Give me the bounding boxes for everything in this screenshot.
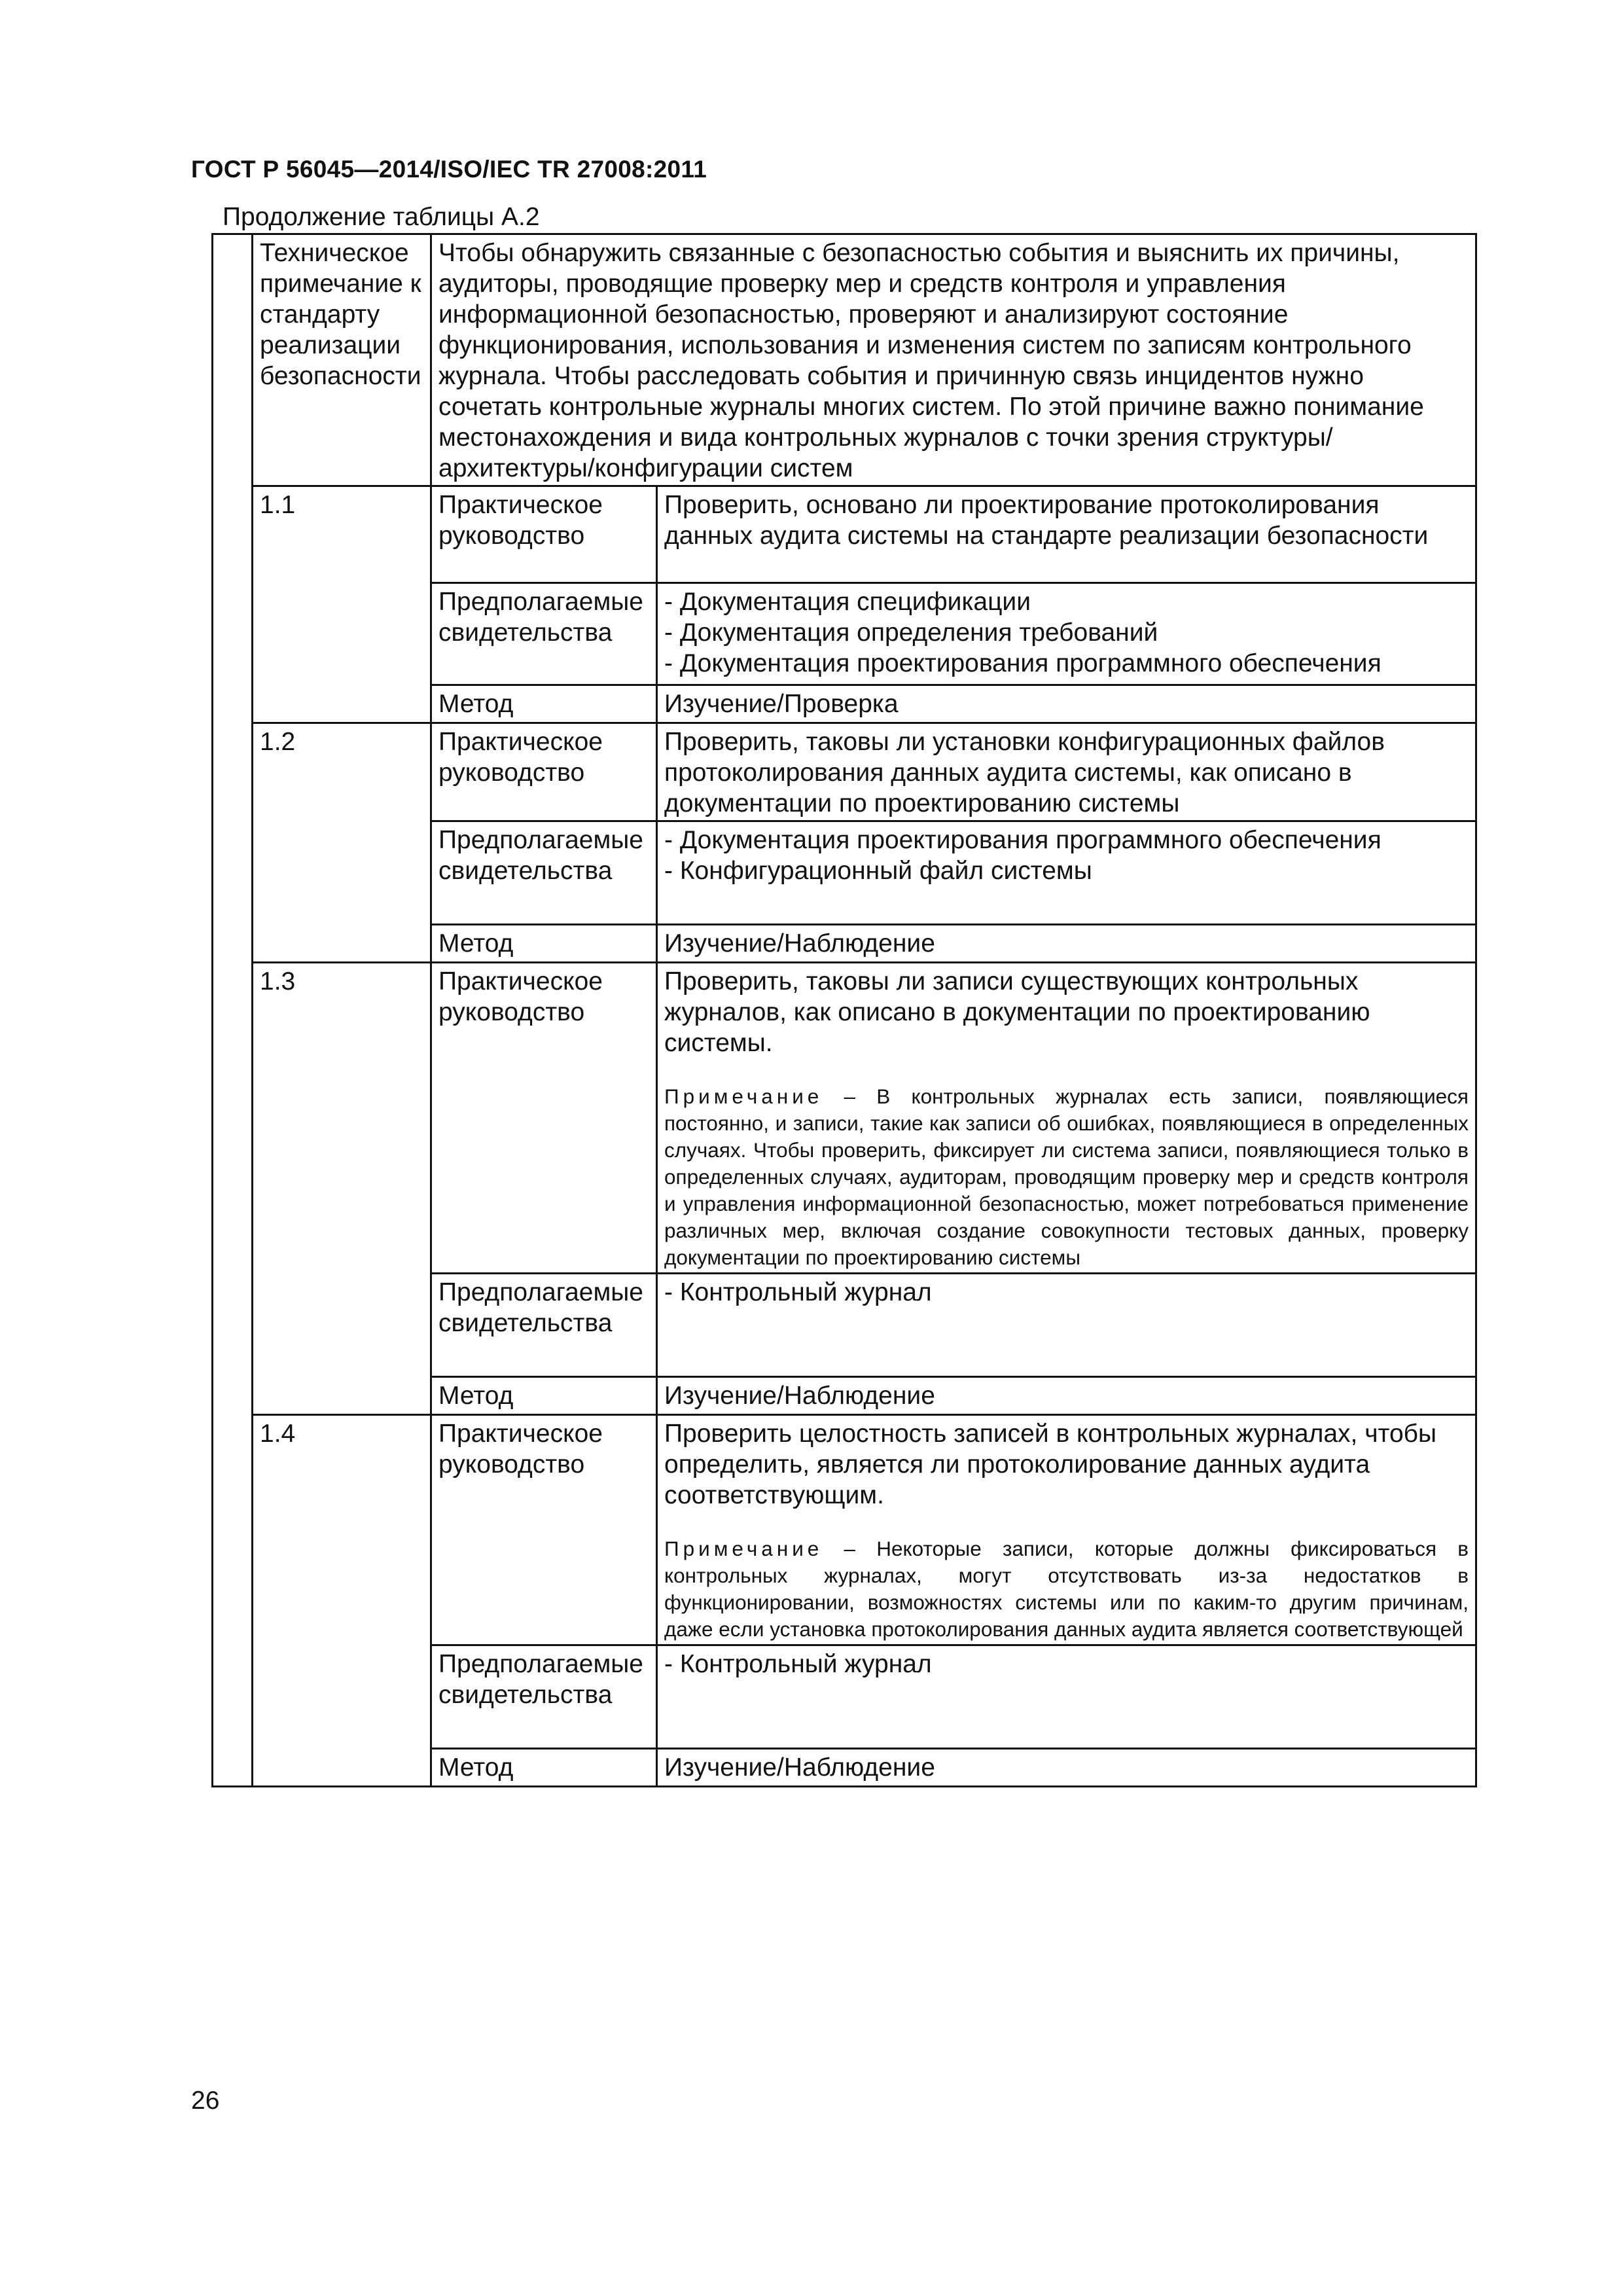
item-number: 1.3	[253, 963, 431, 1415]
note-text: – В контрольных журналах есть записи, появляющиеся постоянно, и записи, такие как записи об ошибках, появляющиеся в определенных случаях. Чтобы проверить, фиксирует ли система записи, появляющиеся только в определенных случаях, аудиторам, проводящим проверку мер и средств контроля и управления информационной безопасностью, может потребоваться применение различных мер, включая создание совокупности тестовых данных, проверку документации по проектированию системы	[664, 1085, 1469, 1269]
evidence-item: - Документация проектирования программного обеспечения	[664, 649, 1382, 677]
page-number: 26	[191, 2087, 220, 2115]
method-text: Изучение/Проверка	[657, 685, 1476, 723]
row-label-method: Метод	[431, 1749, 657, 1787]
row-label-guidance: Практическое руководство	[431, 1415, 657, 1645]
intro-text: Чтобы обнаружить связанные с безопасностью события и выяснить их причины, аудиторы, проводящие проверку мер и средств контроля и управления информационной безопасностью, проверяют и анализируют состояние функционирования, использования и изменения систем по записям контрольного журнала. Чтобы расследовать события и причинную связь инцидентов нужно сочетать контрольные журналы многих систем. По этой причине важно понимание местонахождения и вида контрольных журналов с точки зрения структуры/архитектуры/конфигурации систем	[431, 234, 1476, 486]
guidance-cell	[657, 1415, 1476, 1645]
row-label-evidence: Предполагаемые свидетельства	[431, 821, 657, 925]
document-header: ГОСТ Р 56045—2014/ISO/IEC TR 27008:2011	[191, 156, 707, 183]
table-row	[213, 723, 1476, 821]
item-number: 1.2	[253, 723, 431, 963]
method-text: Изучение/Наблюдение	[657, 925, 1476, 963]
note	[664, 1083, 1469, 1271]
row-label-guidance: Практическое руководство	[431, 963, 657, 1274]
evidence-list	[657, 583, 1476, 685]
method-text: Изучение/Наблюдение	[657, 1749, 1476, 1787]
item-number: 1.4	[253, 1415, 431, 1787]
evidence-item: - Контрольный журнал	[664, 1278, 932, 1306]
evidence-list	[657, 1274, 1476, 1377]
intro-row	[213, 234, 1476, 486]
guidance-text: Проверить, таковы ли установки конфигурационных файлов протоколирования данных аудита системы, как описано в документации по проектированию системы	[657, 723, 1476, 821]
guidance-text: Проверить целостность записей в контрольных журналах, чтобы определить, является ли протоколирование данных аудита соответствующим.	[664, 1420, 1437, 1509]
row-label-method: Метод	[431, 685, 657, 723]
guidance-text: Проверить, таковы ли записи существующих контрольных журналов, как описано в документации по проектированию системы.	[664, 967, 1370, 1057]
table-row	[213, 486, 1476, 583]
table-caption: Продолжение таблицы А.2	[223, 203, 540, 231]
note-label: Примечание	[664, 1537, 823, 1560]
row-label-method: Метод	[431, 925, 657, 963]
evidence-item: - Конфигурационный файл системы	[664, 857, 1092, 885]
intro-label: Техническое примечание к стандарту реализации безопасности	[253, 234, 431, 486]
note-label: Примечание	[664, 1085, 823, 1108]
table-row	[213, 963, 1476, 1274]
row-label-guidance: Практическое руководство	[431, 486, 657, 583]
evidence-item: - Документация проектирования программного обеспечения	[664, 826, 1382, 854]
note-text: – Некоторые записи, которые должны фиксироваться в контрольных журналах, могут отсутствовать из-за недостатков в функционировании, возможностях системы или по каким-то другим причинам, даже если установка протоколирования данных аудита является соответствующей	[664, 1537, 1469, 1641]
control-table	[211, 233, 1477, 1787]
note	[664, 1535, 1469, 1643]
evidence-list	[657, 821, 1476, 925]
row-label-evidence: Предполагаемые свидетельства	[431, 1645, 657, 1749]
evidence-item: - Документация спецификации	[664, 588, 1031, 616]
evidence-list	[657, 1645, 1476, 1749]
evidence-item: - Документация определения требований	[664, 619, 1158, 647]
row-label-guidance: Практическое руководство	[431, 723, 657, 821]
row-label-evidence: Предполагаемые свидетельства	[431, 1274, 657, 1377]
guidance-cell	[657, 963, 1476, 1274]
table-row	[213, 1415, 1476, 1645]
method-text: Изучение/Наблюдение	[657, 1377, 1476, 1415]
guidance-text: Проверить, основано ли проектирование протоколирования данных аудита системы на стандарте реализации безопасности	[657, 486, 1476, 583]
empty-first-column	[213, 234, 253, 1787]
evidence-item: - Контрольный журнал	[664, 1650, 932, 1678]
row-label-evidence: Предполагаемые свидетельства	[431, 583, 657, 685]
row-label-method: Метод	[431, 1377, 657, 1415]
item-number: 1.1	[253, 486, 431, 723]
